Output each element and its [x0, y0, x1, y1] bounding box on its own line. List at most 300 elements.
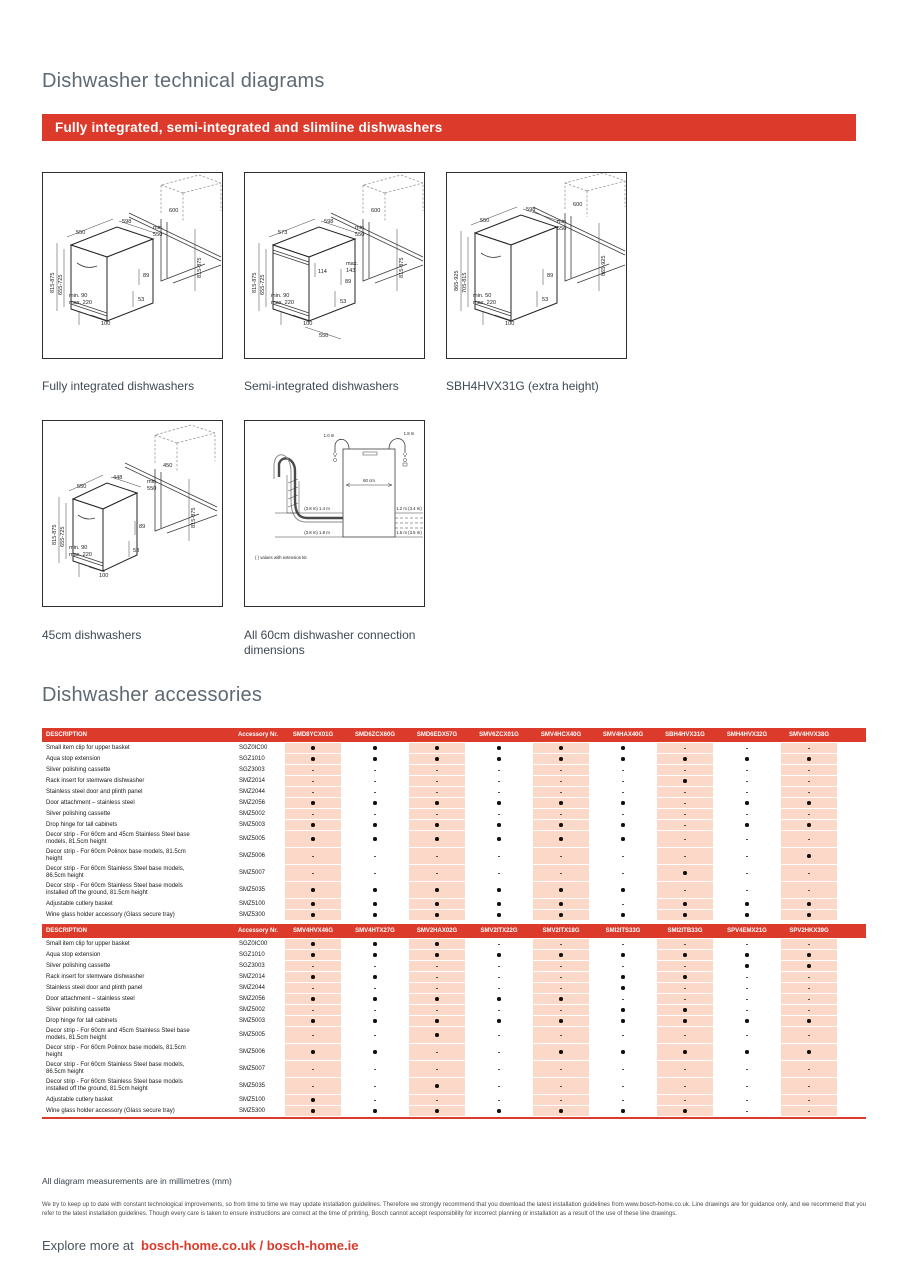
available-dot	[559, 1050, 563, 1054]
availability-cell	[468, 950, 530, 960]
availability-cell	[654, 939, 716, 949]
not-available-mark	[808, 890, 811, 891]
table-row	[42, 776, 866, 787]
availability-cell	[468, 820, 530, 830]
available-dot	[373, 888, 377, 892]
dim-gap: 53	[138, 297, 145, 303]
available-dot	[807, 902, 811, 906]
dim-niche-min-label: min.	[153, 225, 164, 231]
availability-cell	[468, 787, 530, 797]
not-available-mark	[622, 966, 625, 967]
not-available-mark	[436, 966, 439, 967]
availability-cell	[406, 1016, 468, 1026]
availability-cell	[282, 1005, 344, 1015]
accessory-number: SMZ5006	[239, 1049, 266, 1055]
not-available-mark	[808, 944, 811, 945]
availability-cell	[592, 831, 654, 847]
table-row	[42, 910, 866, 921]
availability-cell	[530, 798, 592, 808]
availability-cell	[530, 899, 592, 909]
dim-gap: 53	[542, 297, 549, 303]
not-available-mark	[684, 966, 687, 967]
availability-cell	[778, 994, 840, 1004]
availability-cell	[468, 910, 530, 920]
col-model: SMV4HAX40G	[602, 732, 644, 738]
available-dot	[435, 823, 439, 827]
accessory-number: SMZ5002	[239, 1007, 266, 1013]
available-dot	[621, 757, 625, 761]
available-dot	[621, 1019, 625, 1023]
table-row	[42, 865, 866, 882]
available-dot	[745, 964, 749, 968]
table-row	[42, 950, 866, 961]
availability-cell	[344, 994, 406, 1004]
available-dot	[559, 757, 563, 761]
available-dot	[311, 1019, 315, 1023]
dim-plinth: 89	[139, 524, 146, 530]
table-row	[42, 972, 866, 983]
availability-cell	[344, 754, 406, 764]
available-dot	[497, 757, 501, 761]
dim-top-width: 550	[76, 230, 86, 236]
table-row	[42, 1016, 866, 1027]
availability-cell	[344, 972, 406, 982]
not-available-mark	[498, 1086, 501, 1087]
availability-cell	[530, 743, 592, 753]
available-dot	[745, 913, 749, 917]
not-available-mark	[374, 966, 377, 967]
availability-cell	[716, 1078, 778, 1094]
not-available-mark	[684, 792, 687, 793]
availability-cell	[344, 848, 406, 864]
not-available-mark	[684, 1069, 687, 1070]
available-dot	[559, 997, 563, 1001]
availability-cell	[592, 939, 654, 949]
dim-niche-min-value: 550	[557, 226, 567, 232]
availability-cell	[344, 743, 406, 753]
availability-cell	[654, 1005, 716, 1015]
accessory-number: SGZ3003	[239, 767, 265, 773]
not-available-mark	[746, 1086, 749, 1087]
available-dot	[683, 871, 687, 875]
availability-cell	[778, 1095, 840, 1105]
col-description: DESCRIPTION	[46, 731, 88, 738]
not-available-mark	[808, 770, 811, 771]
availability-cell	[530, 939, 592, 949]
availability-cell	[406, 899, 468, 909]
dim-height-outer: 815-875	[52, 524, 58, 545]
dim-niche-min-label: min.	[557, 219, 568, 225]
available-dot	[311, 888, 315, 892]
availability-cell	[406, 831, 468, 847]
availability-cell	[778, 1005, 840, 1015]
dim-appliance-width: 60 cm	[363, 478, 375, 483]
not-available-mark	[560, 1100, 563, 1101]
table-row	[42, 1027, 866, 1044]
dim-niche-width: 600	[573, 202, 583, 208]
accessory-description: Stainless steel door and plinth panel	[46, 788, 143, 795]
semi-integrated-diagram-drawing	[245, 173, 424, 358]
availability-cell	[282, 1016, 344, 1026]
availability-cell	[654, 972, 716, 982]
accessory-description: Stainless steel door and plinth panel	[46, 984, 143, 991]
not-available-mark	[746, 1111, 749, 1112]
availability-cell	[530, 809, 592, 819]
not-available-mark	[622, 1086, 625, 1087]
availability-cell	[778, 820, 840, 830]
dim-depth: 100	[99, 573, 109, 579]
availability-cell	[716, 939, 778, 949]
dim-plinth: 89	[547, 273, 554, 279]
available-dot	[311, 1109, 315, 1113]
dim-niche-width: 600	[169, 208, 179, 214]
availability-cell	[778, 961, 840, 971]
accessory-number: SMZ5005	[239, 836, 266, 842]
available-dot	[435, 997, 439, 1001]
dim-adjust-max: max. 220	[69, 552, 93, 558]
availability-cell	[406, 798, 468, 808]
not-available-mark	[436, 770, 439, 771]
not-available-mark	[808, 839, 811, 840]
not-available-mark	[498, 770, 501, 771]
availability-cell	[468, 1106, 530, 1116]
diagram-45cm	[42, 420, 223, 607]
available-dot	[435, 801, 439, 805]
availability-cell	[406, 1095, 468, 1105]
accessory-number: SMZ5002	[239, 811, 266, 817]
not-available-mark	[622, 999, 625, 1000]
caption-semi-integrated: Semi-integrated dishwashers	[244, 379, 399, 393]
accessory-description: Decor strip - For 60cm and 45cm Stainless Steel base models, 81.5cm height	[46, 1028, 190, 1041]
availability-cell	[654, 1061, 716, 1077]
accessory-number: SMZ5003	[239, 822, 266, 828]
availability-cell	[654, 754, 716, 764]
available-dot	[373, 1050, 377, 1054]
available-dot	[311, 953, 315, 957]
availability-cell	[654, 743, 716, 753]
not-available-mark	[498, 781, 501, 782]
not-available-mark	[684, 890, 687, 891]
accessory-description: Decor strip - For 60cm Stainless Steel base models installed off the ground, 81.5cm height	[46, 1079, 183, 1092]
not-available-mark	[560, 781, 563, 782]
table-row	[42, 1095, 866, 1106]
col-model: SPV2HKX39G	[789, 928, 829, 934]
not-available-mark	[312, 1069, 315, 1070]
availability-cell	[654, 950, 716, 960]
col-accessory-nr: Accessory Nr.	[237, 732, 278, 738]
available-dot	[311, 997, 315, 1001]
availability-cell	[344, 983, 406, 993]
available-dot	[745, 1050, 749, 1054]
accessory-number: SGZ0IC00	[239, 941, 268, 947]
availability-cell	[778, 1106, 840, 1116]
availability-cell	[530, 787, 592, 797]
dim-panel: 114	[318, 269, 327, 275]
availability-cell	[344, 809, 406, 819]
accessory-description: Silver polishing cassette	[46, 810, 111, 817]
accessory-description: Drop hinge for tall cabinets	[46, 1017, 118, 1024]
available-dot	[497, 888, 501, 892]
available-dot	[373, 902, 377, 906]
dim-adjust-min: min. 50	[473, 293, 492, 299]
caption-45cm: 45cm dishwashers	[42, 628, 142, 642]
section-banner-label: Fully integrated, semi-integrated and slimline dishwashers	[55, 120, 443, 135]
not-available-mark	[498, 1069, 501, 1070]
dim-depth: 100	[505, 321, 515, 327]
accessory-description: Rack insert for stemware dishwasher	[46, 973, 145, 980]
not-available-mark	[746, 988, 749, 989]
not-available-mark	[746, 856, 749, 857]
availability-cell	[406, 848, 468, 864]
availability-cell	[592, 1016, 654, 1026]
explore-links[interactable]: bosch-home.co.uk / bosch-home.ie	[141, 1238, 359, 1253]
not-available-mark	[374, 1035, 377, 1036]
availability-cell	[282, 831, 344, 847]
accessory-number: SGZ1010	[239, 952, 265, 958]
diagram-semi-integrated	[244, 172, 425, 359]
not-available-mark	[498, 814, 501, 815]
availability-cell	[654, 1044, 716, 1060]
available-dot	[497, 837, 501, 841]
accessory-description: Decor strip - For 60cm Polinox base models, 81.5cm height	[46, 1045, 186, 1058]
accessory-number: SMZ2014	[239, 778, 266, 784]
availability-cell	[468, 776, 530, 786]
not-available-mark	[560, 1069, 563, 1070]
available-dot	[497, 1109, 501, 1113]
dim-niche-min-label: min.	[355, 225, 366, 231]
available-dot	[311, 757, 315, 761]
available-dot	[807, 801, 811, 805]
available-dot	[621, 801, 625, 805]
availability-cell	[406, 983, 468, 993]
accessory-description: Adjustable cutlery basket	[46, 1096, 113, 1103]
available-dot	[435, 902, 439, 906]
available-dot	[373, 1109, 377, 1113]
availability-cell	[344, 776, 406, 786]
dim-height-outer: 815-875	[252, 272, 258, 293]
accessories-table-1	[42, 728, 866, 921]
availability-cell	[654, 776, 716, 786]
available-dot	[683, 1008, 687, 1012]
dim-top-depth: 598	[526, 207, 536, 213]
availability-cell	[468, 882, 530, 898]
not-available-mark	[808, 977, 811, 978]
not-available-mark	[498, 977, 501, 978]
not-available-mark	[312, 781, 315, 782]
not-available-mark	[374, 770, 377, 771]
availability-cell	[344, 910, 406, 920]
availability-cell	[716, 910, 778, 920]
availability-cell	[406, 1106, 468, 1116]
not-available-mark	[746, 1069, 749, 1070]
dim-panel-max-value: 143	[346, 268, 356, 274]
available-dot	[621, 953, 625, 957]
dim-drain-upper: (3.8 m) 1.4 m	[304, 506, 330, 511]
available-dot	[559, 888, 563, 892]
availability-cell	[468, 831, 530, 847]
availability-cell	[530, 820, 592, 830]
available-dot	[373, 746, 377, 750]
dim-height-inner: 705-815	[462, 272, 468, 293]
availability-cell	[592, 1078, 654, 1094]
availability-cell	[282, 743, 344, 753]
available-dot	[373, 953, 377, 957]
dim-plinth: 89	[345, 279, 352, 285]
availability-cell	[406, 1005, 468, 1015]
accessory-number: SMZ5035	[239, 1083, 266, 1089]
table-row	[42, 831, 866, 848]
availability-cell	[592, 820, 654, 830]
not-available-mark	[684, 814, 687, 815]
table-row	[42, 1061, 866, 1078]
available-dot	[559, 953, 563, 957]
availability-cell	[344, 1095, 406, 1105]
available-dot	[621, 975, 625, 979]
availability-cell	[530, 1027, 592, 1043]
dim-niche-min-label: min.	[147, 479, 158, 485]
connection-diagram-drawing	[245, 421, 424, 606]
availability-cell	[716, 798, 778, 808]
dim-depth: 100	[303, 321, 313, 327]
availability-cell	[530, 961, 592, 971]
dim-height-right: 815-875	[399, 257, 405, 278]
dim-gap: 53	[340, 299, 347, 305]
availability-cell	[406, 865, 468, 881]
availability-cell	[592, 1095, 654, 1105]
availability-cell	[282, 910, 344, 920]
availability-cell	[282, 939, 344, 949]
available-dot	[497, 1019, 501, 1023]
availability-cell	[282, 848, 344, 864]
availability-cell	[344, 1044, 406, 1060]
not-available-mark	[436, 781, 439, 782]
dim-top-width: 550	[77, 484, 87, 490]
availability-cell	[468, 865, 530, 881]
available-dot	[373, 997, 377, 1001]
available-dot	[373, 913, 377, 917]
dim-drain-lower: (3.8 m) 1.8 m	[304, 530, 330, 535]
available-dot	[621, 888, 625, 892]
available-dot	[497, 902, 501, 906]
accessory-description: Aqua stop extension	[46, 951, 101, 958]
availability-cell	[778, 983, 840, 993]
not-available-mark	[436, 814, 439, 815]
availability-cell	[530, 882, 592, 898]
not-available-mark	[436, 1069, 439, 1070]
accessory-number: SMZ5300	[239, 912, 266, 918]
availability-cell	[716, 1061, 778, 1077]
slimline-diagram-drawing	[43, 421, 222, 606]
available-dot	[559, 823, 563, 827]
availability-cell	[592, 882, 654, 898]
availability-cell	[592, 743, 654, 753]
availability-cell	[530, 983, 592, 993]
not-available-mark	[684, 856, 687, 857]
availability-cell	[592, 1044, 654, 1060]
dim-top-width: 550	[480, 218, 490, 224]
availability-cell	[282, 994, 344, 1004]
available-dot	[311, 1098, 315, 1102]
table-row	[42, 798, 866, 809]
accessory-description: Decor strip - For 60cm Stainless Steel base models, 86.5cm height	[46, 866, 185, 879]
caption-extra-height: SBH4HVX31G (extra height)	[446, 379, 599, 393]
availability-cell	[592, 950, 654, 960]
availability-cell	[530, 1005, 592, 1015]
availability-cell	[778, 882, 840, 898]
not-available-mark	[374, 988, 377, 989]
accessory-description: Wine glass holder accessory (Glass secure tray)	[46, 911, 175, 918]
availability-cell	[406, 950, 468, 960]
dim-left-hose: 1.0 m	[323, 433, 335, 438]
dim-top-depth: 598	[324, 219, 334, 225]
not-available-mark	[312, 856, 315, 857]
not-available-mark	[808, 814, 811, 815]
accessory-number: SMZ5300	[239, 1108, 266, 1114]
dim-height-right: 865-925	[601, 255, 607, 276]
accessory-number: SGZ1010	[239, 756, 265, 762]
accessory-number: SMZ5007	[239, 870, 266, 876]
availability-cell	[406, 939, 468, 949]
not-available-mark	[498, 1052, 501, 1053]
available-dot	[683, 913, 687, 917]
not-available-mark	[684, 770, 687, 771]
accessories-title: Dishwasher accessories	[42, 684, 263, 706]
availability-cell	[654, 787, 716, 797]
availability-cell	[530, 950, 592, 960]
not-available-mark	[312, 988, 315, 989]
not-available-mark	[684, 1035, 687, 1036]
accessory-number: SMZ2044	[239, 789, 266, 795]
available-dot	[435, 1033, 439, 1037]
accessory-number: SMZ5100	[239, 1097, 266, 1103]
dim-bottom-width: 550	[319, 333, 329, 339]
availability-cell	[716, 787, 778, 797]
availability-cell	[592, 972, 654, 982]
not-available-mark	[374, 1010, 377, 1011]
available-dot	[621, 1109, 625, 1113]
available-dot	[435, 913, 439, 917]
accessory-description: Aqua stop extension	[46, 755, 101, 762]
not-available-mark	[312, 770, 315, 771]
available-dot	[559, 902, 563, 906]
availability-cell	[592, 765, 654, 775]
available-dot	[311, 942, 315, 946]
accessory-description: Door attachment – stainless steel	[46, 799, 135, 806]
available-dot	[435, 942, 439, 946]
not-available-mark	[560, 856, 563, 857]
availability-cell	[344, 865, 406, 881]
not-available-mark	[498, 1010, 501, 1011]
not-available-mark	[746, 977, 749, 978]
availability-cell	[344, 820, 406, 830]
availability-cell	[468, 994, 530, 1004]
diagram-extra-height	[446, 172, 627, 359]
not-available-mark	[374, 1100, 377, 1101]
dim-niche-min-value: 550	[147, 486, 157, 492]
availability-cell	[778, 743, 840, 753]
availability-cell	[282, 1061, 344, 1077]
availability-cell	[530, 776, 592, 786]
table-row	[42, 848, 866, 865]
available-dot	[683, 1019, 687, 1023]
availability-cell	[282, 798, 344, 808]
availability-cell	[406, 787, 468, 797]
not-available-mark	[436, 856, 439, 857]
extra-height-diagram-drawing	[447, 173, 626, 358]
dim-adjust-min: min. 90	[69, 545, 88, 551]
not-available-mark	[560, 977, 563, 978]
availability-cell	[530, 910, 592, 920]
